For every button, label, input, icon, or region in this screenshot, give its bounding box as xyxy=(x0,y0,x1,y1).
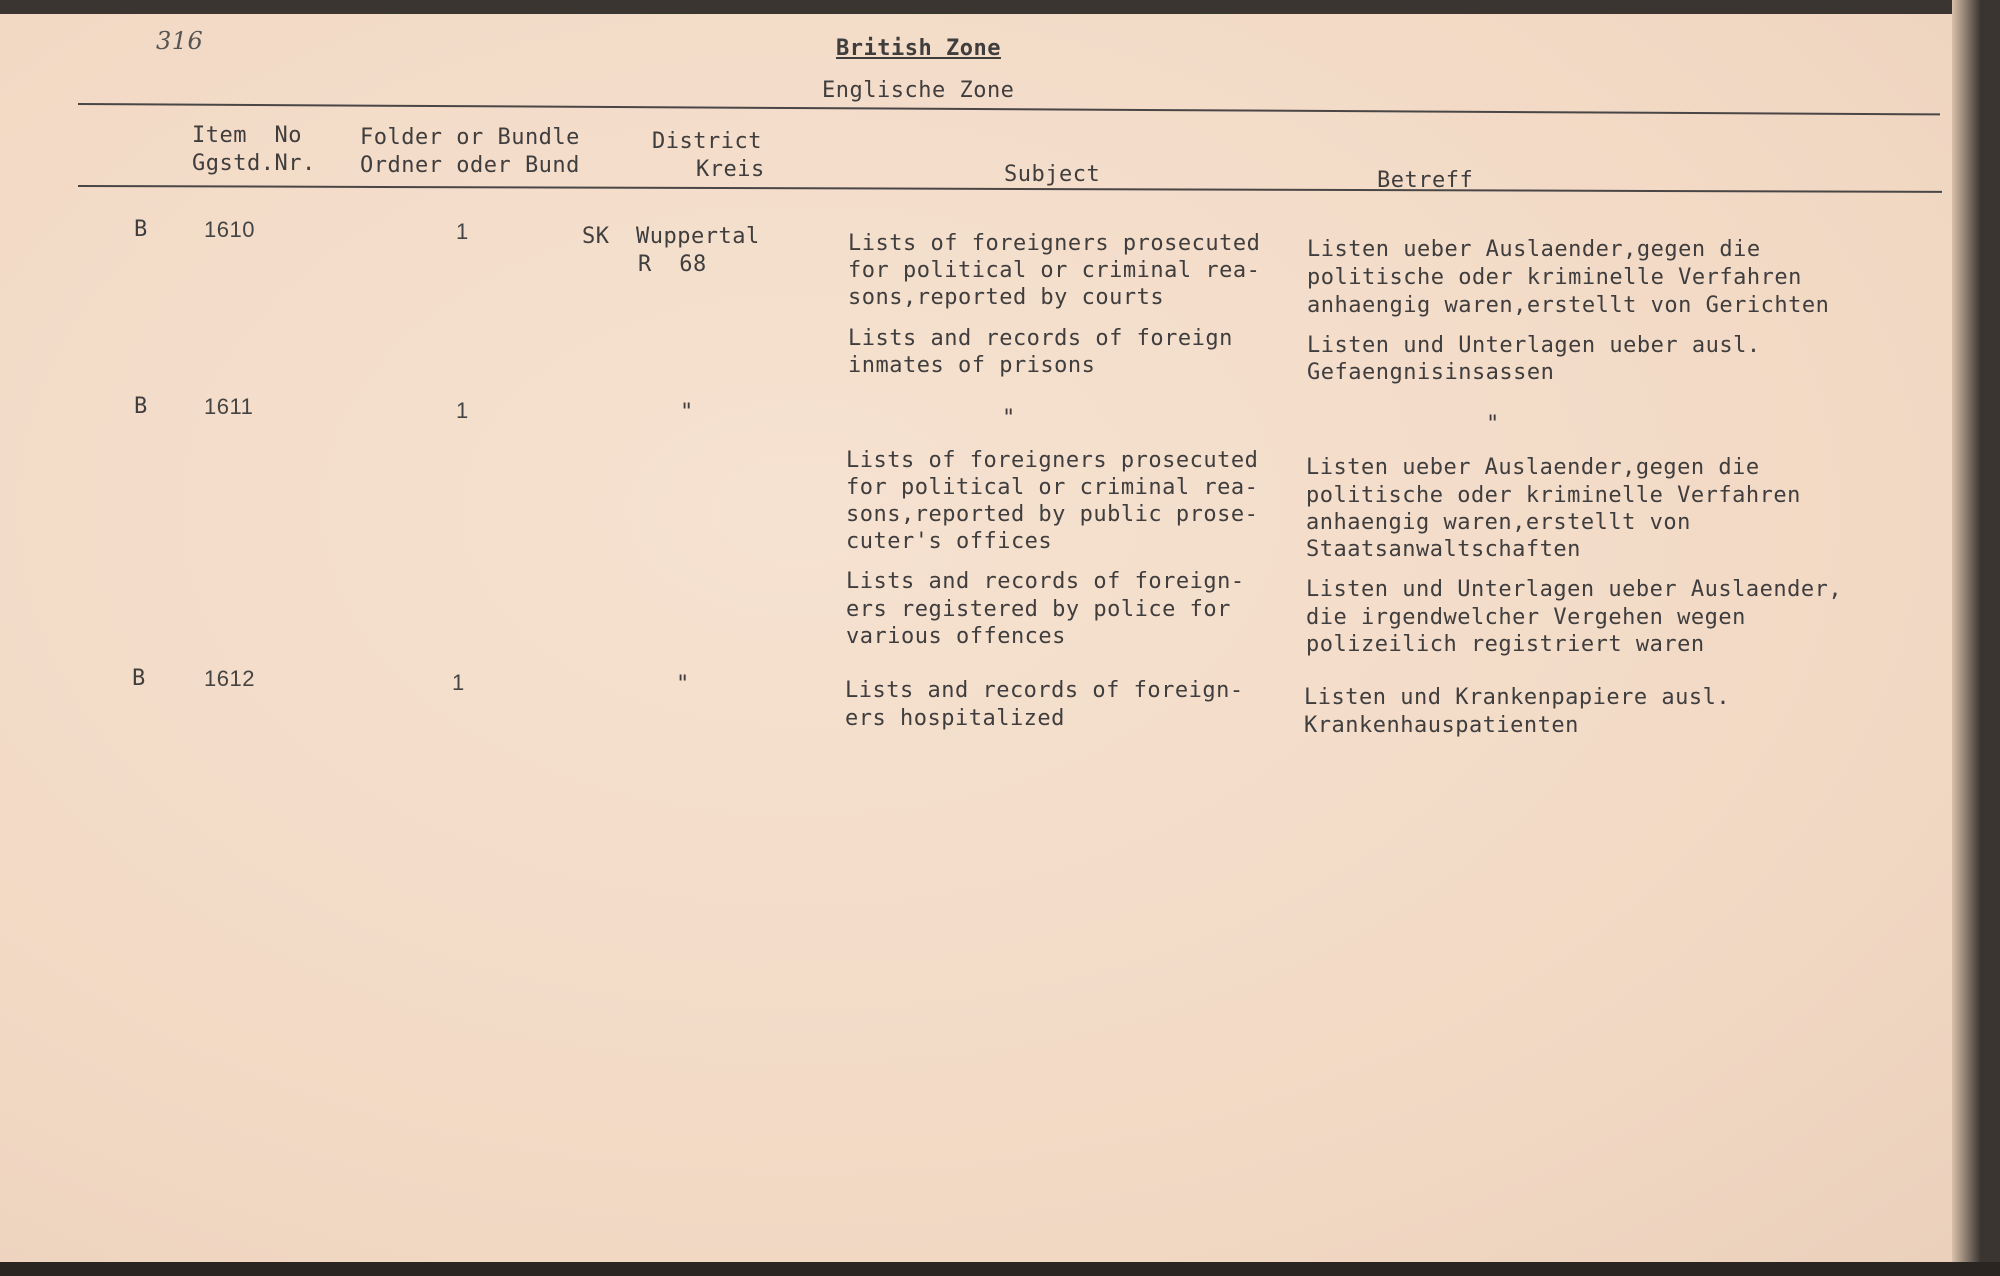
subject-line: cuter's offices xyxy=(846,529,1053,554)
betreff-line: Krankenhauspatienten xyxy=(1304,713,1579,738)
subject-line: Lists of foreigners prosecuted xyxy=(848,231,1261,256)
betreff-line: politische oder kriminelle Verfahren xyxy=(1306,483,1801,508)
header-subject: Subject xyxy=(1004,162,1101,187)
subject-line: for political or criminal rea- xyxy=(846,475,1259,500)
scan-right-edge xyxy=(1952,0,2000,1276)
row-district-sub: R 68 xyxy=(638,252,707,277)
header-folder-de: Ordner oder Bund xyxy=(360,153,580,178)
row-folder-count: 1 xyxy=(456,219,469,244)
scan-bottom-edge xyxy=(0,1262,2000,1276)
subject-line: sons,reported by public prose- xyxy=(846,502,1259,527)
row-item-number: 1610 xyxy=(204,217,255,242)
betreff-line: die irgendwelcher Vergehen wegen xyxy=(1306,605,1746,630)
betreff-ditto: " xyxy=(1486,412,1500,437)
betreff-line: Listen und Krankenpapiere ausl. xyxy=(1304,685,1731,710)
row-prefix: B xyxy=(134,217,148,242)
betreff-line: Gefaengnisinsassen xyxy=(1307,360,1555,385)
betreff-line: anhaengig waren,erstellt von Gerichten xyxy=(1307,293,1830,318)
header-district-de: Kreis xyxy=(696,157,765,182)
row-district-ditto: " xyxy=(676,672,690,697)
row-item-number: 1612 xyxy=(204,666,255,691)
subject-line: for political or criminal rea- xyxy=(848,258,1261,283)
header-top-rule xyxy=(78,103,1940,115)
header-item-no-en: Item No xyxy=(192,123,302,148)
subject-line: ers registered by police for xyxy=(846,597,1231,622)
header-district-en: District xyxy=(652,129,762,154)
subject-line: Lists and records of foreign- xyxy=(846,569,1245,594)
row-district-code: SK xyxy=(582,224,610,249)
subject-ditto: " xyxy=(1002,406,1016,431)
page-title: British Zone xyxy=(836,36,1001,61)
betreff-line: Listen und Unterlagen ueber ausl. xyxy=(1307,333,1761,358)
scan-top-edge xyxy=(0,0,2000,14)
subject-line: Lists of foreigners prosecuted xyxy=(846,448,1259,473)
header-folder-en: Folder or Bundle xyxy=(360,125,580,150)
page-number: 316 xyxy=(156,27,204,55)
subject-line: Lists and records of foreign- xyxy=(845,678,1244,703)
betreff-line: Staatsanwaltschaften xyxy=(1306,537,1581,562)
header-betreff: Betreff xyxy=(1377,168,1474,193)
subject-line: Lists and records of foreign xyxy=(848,326,1233,351)
betreff-line: Listen ueber Auslaender,gegen die xyxy=(1306,455,1760,480)
betreff-line: politische oder kriminelle Verfahren xyxy=(1307,265,1802,290)
row-prefix: B xyxy=(134,394,148,419)
header-item-no-de: Ggstd.Nr. xyxy=(192,151,316,176)
row-district-ditto: " xyxy=(680,400,694,425)
row-folder-count: 1 xyxy=(456,398,469,423)
betreff-line: Listen und Unterlagen ueber Auslaender, xyxy=(1306,577,1843,602)
betreff-line: Listen ueber Auslaender,gegen die xyxy=(1307,237,1761,262)
row-item-number: 1611 xyxy=(204,394,254,419)
betreff-line: anhaengig waren,erstellt von xyxy=(1306,510,1691,535)
row-folder-count: 1 xyxy=(452,670,465,695)
subject-line: inmates of prisons xyxy=(848,353,1096,378)
subject-line: ers hospitalized xyxy=(845,706,1065,731)
subject-line: sons,reported by courts xyxy=(848,285,1165,310)
row-district-name: Wuppertal xyxy=(636,224,760,249)
subject-line: various offences xyxy=(846,624,1066,649)
row-prefix: B xyxy=(132,666,146,691)
betreff-line: polizeilich registriert waren xyxy=(1306,632,1705,657)
page-subtitle: Englische Zone xyxy=(822,78,1015,103)
